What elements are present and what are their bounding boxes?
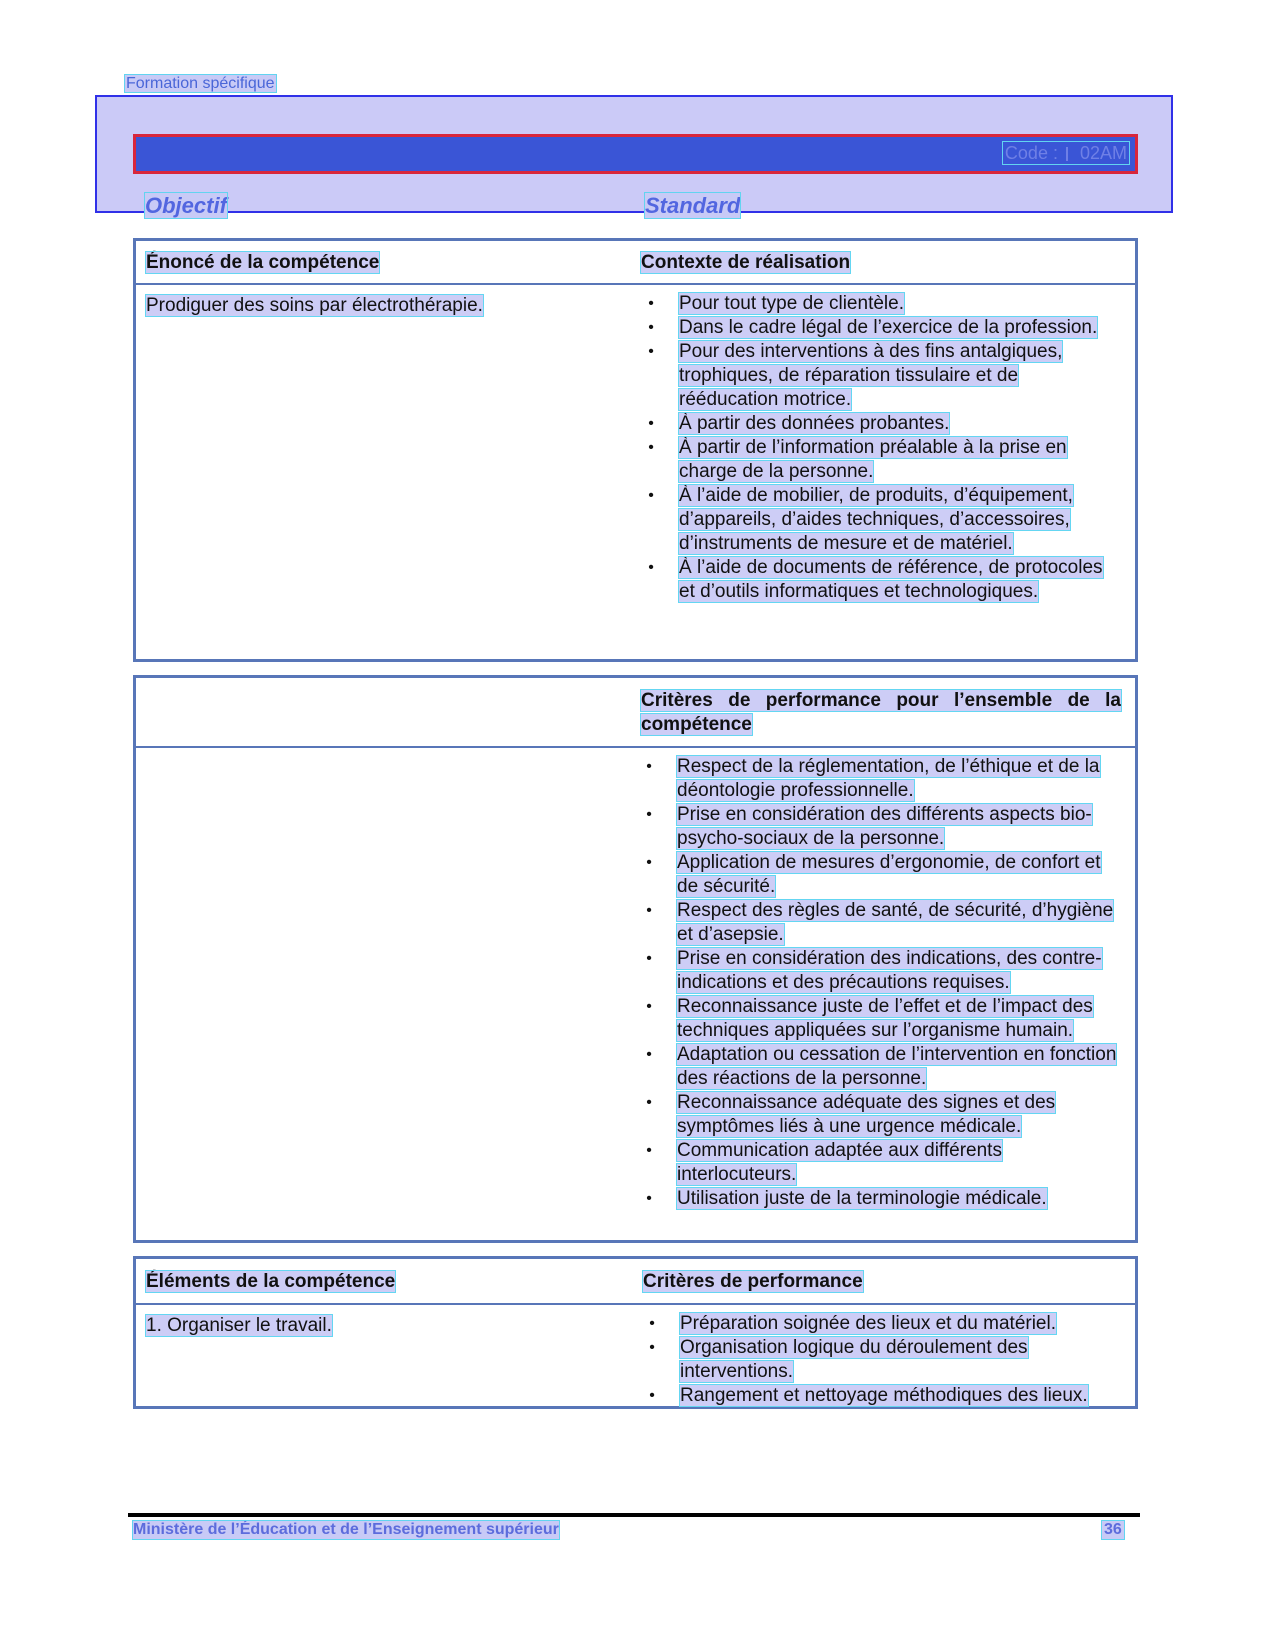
bullet-icon: • bbox=[648, 343, 654, 360]
list-item: • Pour tout type de clientèle. bbox=[643, 292, 1113, 316]
objective-heading: Objectif bbox=[145, 193, 227, 218]
code-value: 02AM bbox=[1079, 143, 1127, 163]
bullet-icon: • bbox=[646, 854, 652, 871]
overall-criteria-list bbox=[641, 755, 1121, 1211]
bullet-icon: • bbox=[646, 998, 652, 1015]
competence-context-table bbox=[133, 238, 1138, 662]
bullet-icon: • bbox=[646, 1142, 652, 1159]
performance-criteria-table bbox=[133, 675, 1138, 1243]
context-header: Contexte de réalisation bbox=[641, 252, 851, 273]
list-item: • Utilisation juste de la terminologie médicale. bbox=[641, 1187, 1121, 1211]
competence-statement: Prodiguer des soins par électrothérapie. bbox=[146, 295, 483, 316]
code-label: Code : bbox=[1004, 143, 1058, 163]
list-item: • Respect de la réglementation, de l’éthique et de la déontologie professionnelle. bbox=[641, 755, 1121, 803]
list-item: • Prise en considération des différents aspects bio-psycho-sociaux de la personne. bbox=[641, 803, 1121, 851]
code-box bbox=[1003, 142, 1129, 164]
list-item: • Respect des règles de santé, de sécurité, d’hygiène et d’asepsie. bbox=[641, 899, 1121, 947]
bullet-icon: • bbox=[646, 806, 652, 823]
list-item: • Adaptation ou cessation de l’intervention en fonction des réactions de la personne. bbox=[641, 1043, 1121, 1091]
list-item: • À l’aide de documents de référence, de protocoles et d’outils informatiques et technologiques. bbox=[643, 556, 1113, 604]
table-header-row bbox=[136, 241, 1135, 285]
list-item: • À partir de l’information préalable à la prise en charge de la personne. bbox=[643, 436, 1113, 484]
elements-criteria-table bbox=[133, 1256, 1138, 1409]
code-bar bbox=[133, 134, 1138, 174]
bullet-icon: • bbox=[649, 1387, 655, 1404]
bullet-icon: • bbox=[648, 415, 654, 432]
competence-element: 1. Organiser le travail. bbox=[146, 1315, 332, 1336]
bullet-icon: • bbox=[646, 902, 652, 919]
bullet-icon: • bbox=[646, 1046, 652, 1063]
element-criteria-list bbox=[644, 1312, 1124, 1408]
list-item: • Reconnaissance juste de l’effet et de l’impact des techniques appliquées sur l’organisme humain. bbox=[641, 995, 1121, 1043]
bullet-icon: • bbox=[646, 1094, 652, 1111]
footer-ministry: Ministère de l’Éducation et de l’Enseignement supérieur bbox=[133, 1521, 559, 1538]
bullet-icon: • bbox=[646, 758, 652, 775]
context-list bbox=[643, 292, 1113, 604]
page-number: 36 bbox=[1104, 1521, 1122, 1538]
bullet-icon: • bbox=[646, 950, 652, 967]
list-item: • Dans le cadre légal de l’exercice de la profession. bbox=[643, 316, 1113, 340]
list-item: • Organisation logique du déroulement des interventions. bbox=[644, 1336, 1124, 1384]
bullet-icon: • bbox=[648, 295, 654, 312]
list-item: • Prise en considération des indications, des contre-indications et des précautions requises. bbox=[641, 947, 1121, 995]
list-item: • Reconnaissance adéquate des signes et des symptômes liés à une urgence médicale. bbox=[641, 1091, 1121, 1139]
list-item: • Pour des interventions à des fins antalgiques, trophiques, de réparation tissulaire et de rééducation motrice. bbox=[643, 340, 1113, 412]
elements-header: Éléments de la compétence bbox=[146, 1271, 396, 1292]
list-item: • À l’aide de mobilier, de produits, d’équipement, d’appareils, d’aides techniques, d’accessoires, d’instruments de mesure et de matériel. bbox=[643, 484, 1113, 556]
bullet-icon: • bbox=[648, 319, 654, 336]
footer-rule bbox=[128, 1513, 1140, 1517]
list-item: • Rangement et nettoyage méthodiques des lieux. bbox=[644, 1384, 1124, 1408]
list-item: • Préparation soignée des lieux et du matériel. bbox=[644, 1312, 1124, 1336]
bullet-icon: • bbox=[646, 1190, 652, 1207]
bullet-icon: • bbox=[648, 559, 654, 576]
list-item: • Communication adaptée aux différents interlocuteurs. bbox=[641, 1139, 1121, 1187]
code-separator bbox=[1066, 147, 1072, 161]
list-item: • À partir des données probantes. bbox=[643, 412, 1113, 436]
overall-criteria-header: Critères de performance pour l’ensemble de la compétence bbox=[641, 690, 1121, 735]
criteria-header: Critères de performance bbox=[643, 1271, 863, 1292]
bullet-icon: • bbox=[649, 1315, 655, 1332]
list-item: • Application de mesures d’ergonomie, de confort et de sécurité. bbox=[641, 851, 1121, 899]
table-header-row bbox=[136, 678, 1135, 748]
bullet-icon: • bbox=[648, 439, 654, 456]
statement-header: Énoncé de la compétence bbox=[146, 252, 380, 273]
bullet-icon: • bbox=[649, 1339, 655, 1356]
bullet-icon: • bbox=[648, 487, 654, 504]
table-header-row bbox=[136, 1259, 1135, 1305]
running-head: Formation spécifique bbox=[126, 75, 275, 92]
standard-heading: Standard bbox=[645, 193, 741, 218]
